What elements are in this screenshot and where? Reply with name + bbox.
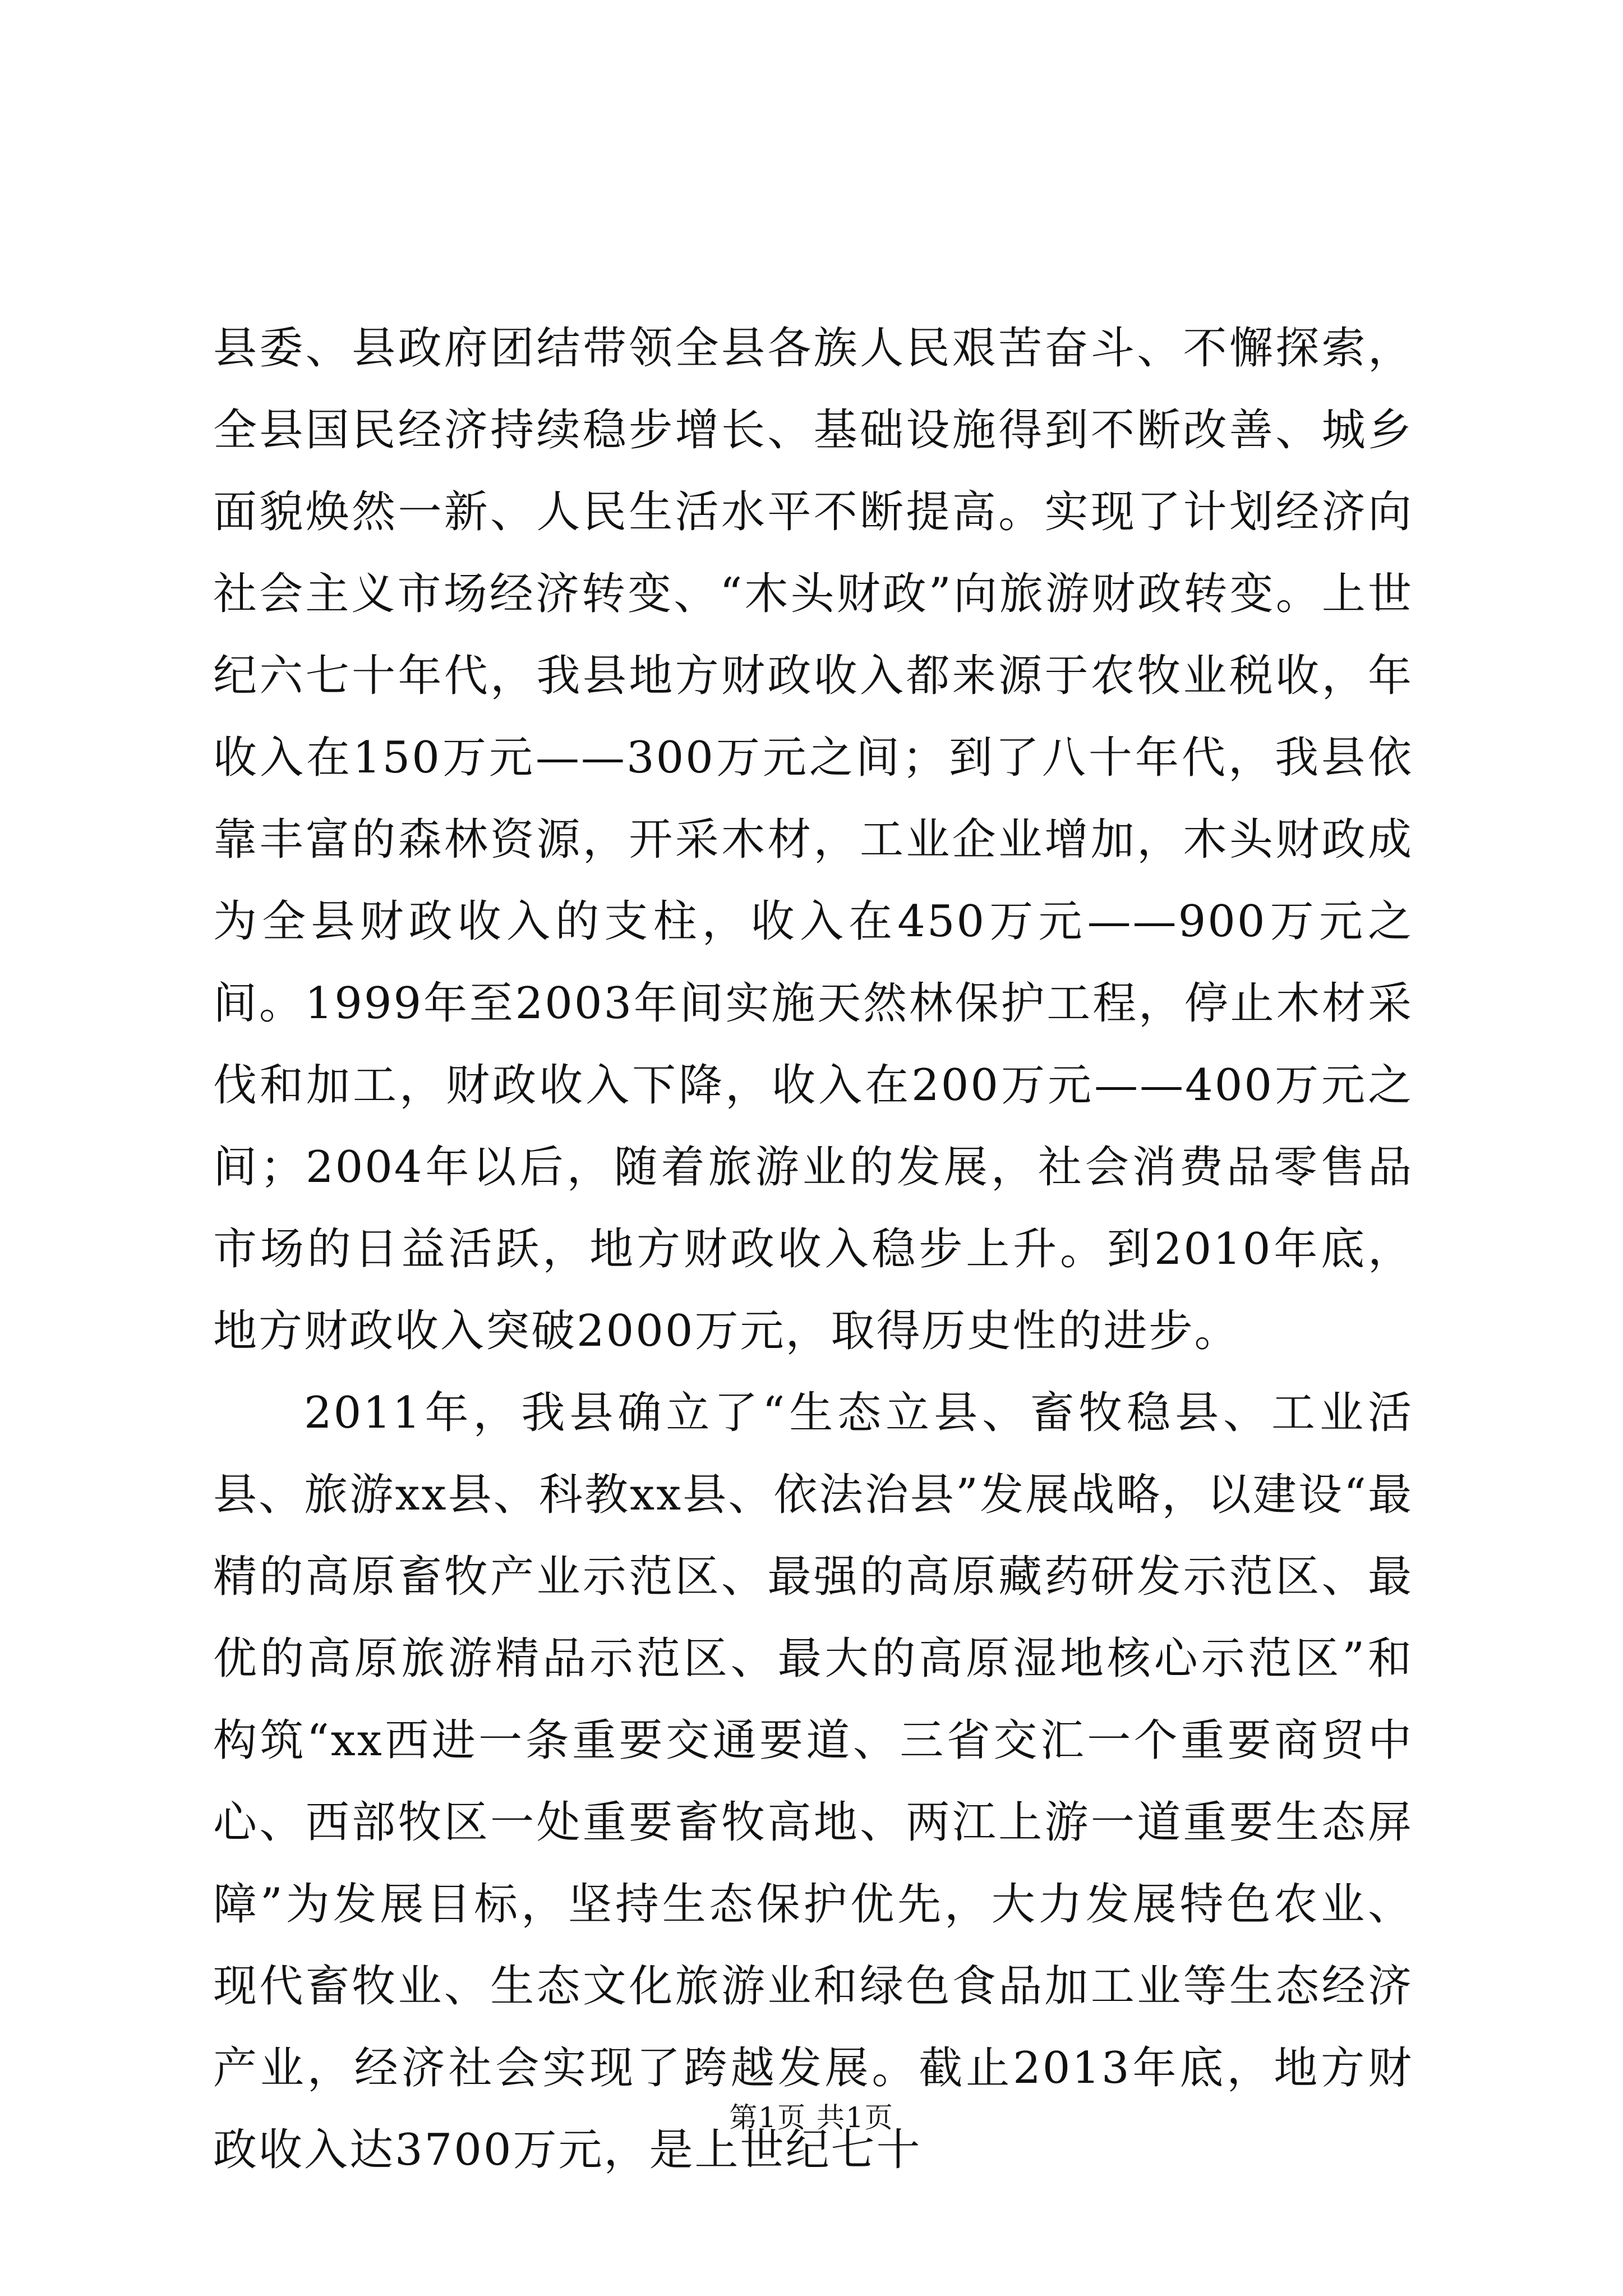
paragraph-1: 县委、县政府团结带领全县各族人民艰苦奋斗、不懈探索，全县国民经济持续稳步增长、基础设施得到不断改善、城乡面貌焕然一新、人民生活水平不断提高。实现了计划经济向社会主义市场经济转变、“木头财政”向旅游财政转变。上世纪六七十年代，我县地方财政收入都来源于农牧业税收，年收入在150万元——300万元之间；到了八十年代，我县依靠丰富的森林资源，开采木材，工业企业增加，木头财政成为全县财政收入的支柱，收入在450万元——900万元之间。1999年至2003年间实施天然林保护工程，停止木材采伐和加工，财政收入下降，收入在200万元——400万元之间；2004年以后，随着旅游业的发展，社会消费品零售品市场的日益活跃，地方财政收入稳步上升。到2010年底，地方财政收入突破2000万元，取得历史性的进步。 — [213, 323, 1413, 1356]
document-body — [213, 307, 1413, 2191]
paragraph-2: 2011年，我县确立了“生态立县、畜牧稳县、工业活县、旅游xx县、科教xx县、依法治县”发展战略，以建设“最精的高原畜牧产业示范区、最强的高原藏药研发示范区、最优的高原旅游精品示范区、最大的高原湿地核心示范区”和构筑“xx西进一条重要交通要道、三省交汇一个重要商贸中心、西部牧区一处重要畜牧高地、两江上游一道重要生态屏障”为发展目标，坚持生态保护优先，大力发展特色农业、现代畜牧业、生态文化旅游业和绿色食品加工业等生态经济产业，经济社会实现了跨越发展。截止2013年底，地方财政收入达3700万元，是上世纪七十 — [213, 1388, 1413, 2175]
page-footer: 第1页 共1页 — [729, 2101, 894, 2134]
